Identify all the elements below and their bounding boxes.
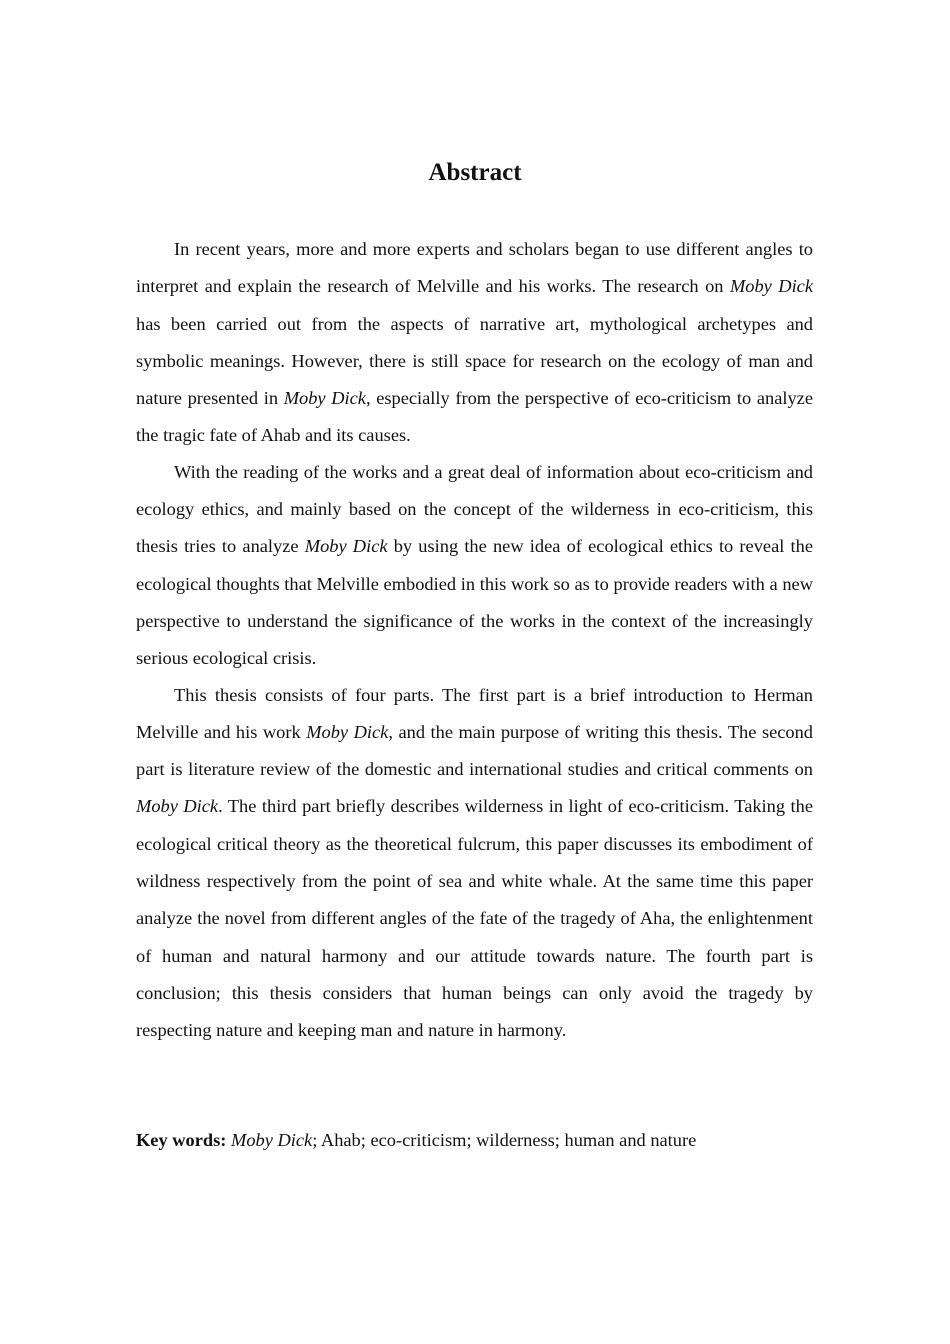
text-run: , and the main purpose of writing this thesis. The second part is literature review of the domestic and international studies and critical comments on	[136, 721, 814, 780]
italic-title-run: Moby Dick	[231, 1130, 313, 1150]
abstract-body	[136, 231, 813, 1050]
italic-title-run: Moby Dick	[306, 721, 389, 742]
keywords-line	[136, 1122, 813, 1159]
abstract-title: Abstract	[428, 159, 522, 186]
text-run: ; Ahab; eco-criticism; wilderness; human and nature	[312, 1130, 697, 1150]
abstract-paragraph-1	[136, 231, 813, 455]
italic-title-run: Moby Dick	[304, 536, 388, 557]
italic-title-run: Moby Dick	[136, 796, 219, 817]
text-run: by using the new idea of ecological ethics to reveal the ecological thoughts that Melville embodied in this work so as to provide readers with a new perspective to understand the significance of the works in the context of the increasingly serious ecological crisis.	[136, 536, 814, 669]
text-run: has been carried out from the aspects of narrative art, mythological archetypes and symbolic meanings. However, there is still space for research on the ecology of man and nature presented in	[136, 313, 813, 409]
abstract-paragraph-2	[136, 454, 813, 678]
text-run: In recent years, more and more experts and scholars began to use different angles to interpret and explain the research of Melville and his works. The research on	[136, 239, 813, 297]
keywords-label: Key words:	[136, 1130, 227, 1150]
italic-title-run: Moby Dick	[729, 276, 813, 297]
italic-title-run: Moby Dick	[283, 388, 366, 409]
text-run: . The third part briefly describes wilderness in light of eco-criticism. Taking the ecological critical theory as the theoretical fulcrum, this paper discusses its embodiment of wildness respectively from the point of sea and white whale. At the same time this paper analyze the novel from different angles of the fate of the tragedy of Aha, the enlightenment of human and natural harmony and our attitude towards nature. The fourth part is conclusion; this thesis considers that human beings can only avoid the tragedy by respecting nature and keeping man and nature in harmony.	[136, 796, 813, 1041]
abstract-paragraph-3	[136, 677, 813, 1050]
text-run: With the reading of the works and a great deal of information about eco-criticism and ecology ethics, and mainly based on the concept of the wilderness in eco-criticism, this thesis tries to analyze	[136, 461, 813, 557]
keywords-list	[226, 1130, 696, 1150]
text-run: , especially from the perspective of eco-criticism to analyze the tragic fate of Ahab and its causes.	[136, 388, 814, 446]
text-run: This thesis consists of four parts. The first part is a brief introduction to Herman Melville and his work	[136, 684, 813, 742]
